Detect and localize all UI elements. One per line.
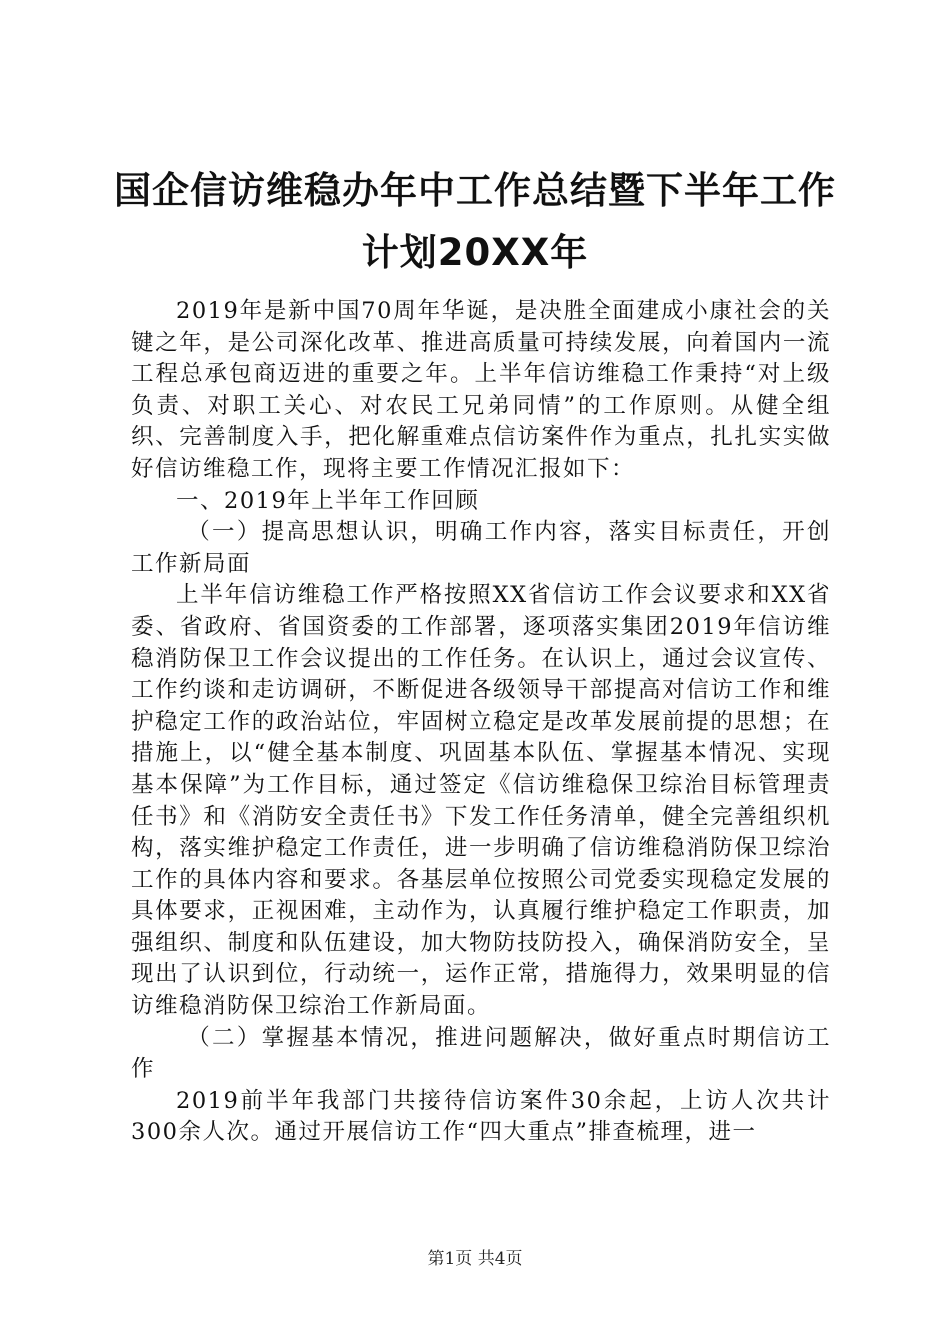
intro-paragraph: 2019年是新中国70周年华诞，是决胜全面建成小康社会的关键之年，是公司深化改革、推进高质量可持续发展，向着国内一流工程总承包商迈进的重要之年。上半年信访维稳工作秉持“对上级负责、对职工关心、对农民工兄弟同情”的工作原则。从健全组织、完善制度入手，把化解重难点信访案件作为重点，扎扎实实做好信访维稳工作，现将主要工作情况汇报如下：	[131, 298, 831, 482]
page-footer: 第1页 共4页	[427, 1249, 523, 1269]
body-paragraph-1: 上半年信访维稳工作严格按照XX省信访工作会议要求和XX省委、省政府、省国资委的工作部署，逐项落实集团2019年信访维稳消防保卫工作会议提出的工作任务。在认识上，通过会议宣传、工作约谈和走访调研，不断促进各级领导干部提高对信访工作和维护稳定工作的政治站位，牢固树立稳定是改革发展前提的思想；在措施上，以“健全基本制度、巩固基本队伍、掌握基本情况、实现基本保障”为工作目标，通过签定《信访维稳保卫综治目标管理责任书》和《消防安全责任书》下发工作任务清单，健全完善组织机构，落实维护稳定工作责任，进一步明确了信访维稳消防保卫综治工作的具体内容和要求。各基层单位按照公司党委实现稳定发展的具体要求，正视困难，主动作为，认真履行维护稳定工作职责，加强组织、制度和队伍建设，加大物防技防投入，确保消防安全，呈现出了认识到位，行动统一，运作正常，措施得力，效果明显的信访维稳消防保卫综治工作新局面。	[131, 582, 831, 1020]
body-paragraph-2: 2019前半年我部门共接待信访案件30余起，上访人次共计300余人次。通过开展信访工作“四大重点”排查梳理，进一	[131, 1087, 831, 1146]
document-body	[131, 296, 831, 1149]
document-title: 国企信访维稳办年中工作总结暨下半年工作计划20XX年	[114, 169, 836, 274]
subsection-heading-2: （二）掌握基本情况，推进问题解决，做好重点时期信访工作	[131, 1024, 831, 1083]
subsection-heading-1: （一）提高思想认识，明确工作内容，落实目标责任，开创工作新局面	[131, 519, 831, 577]
section-heading-1: 一、2019年上半年工作回顾	[176, 487, 480, 514]
